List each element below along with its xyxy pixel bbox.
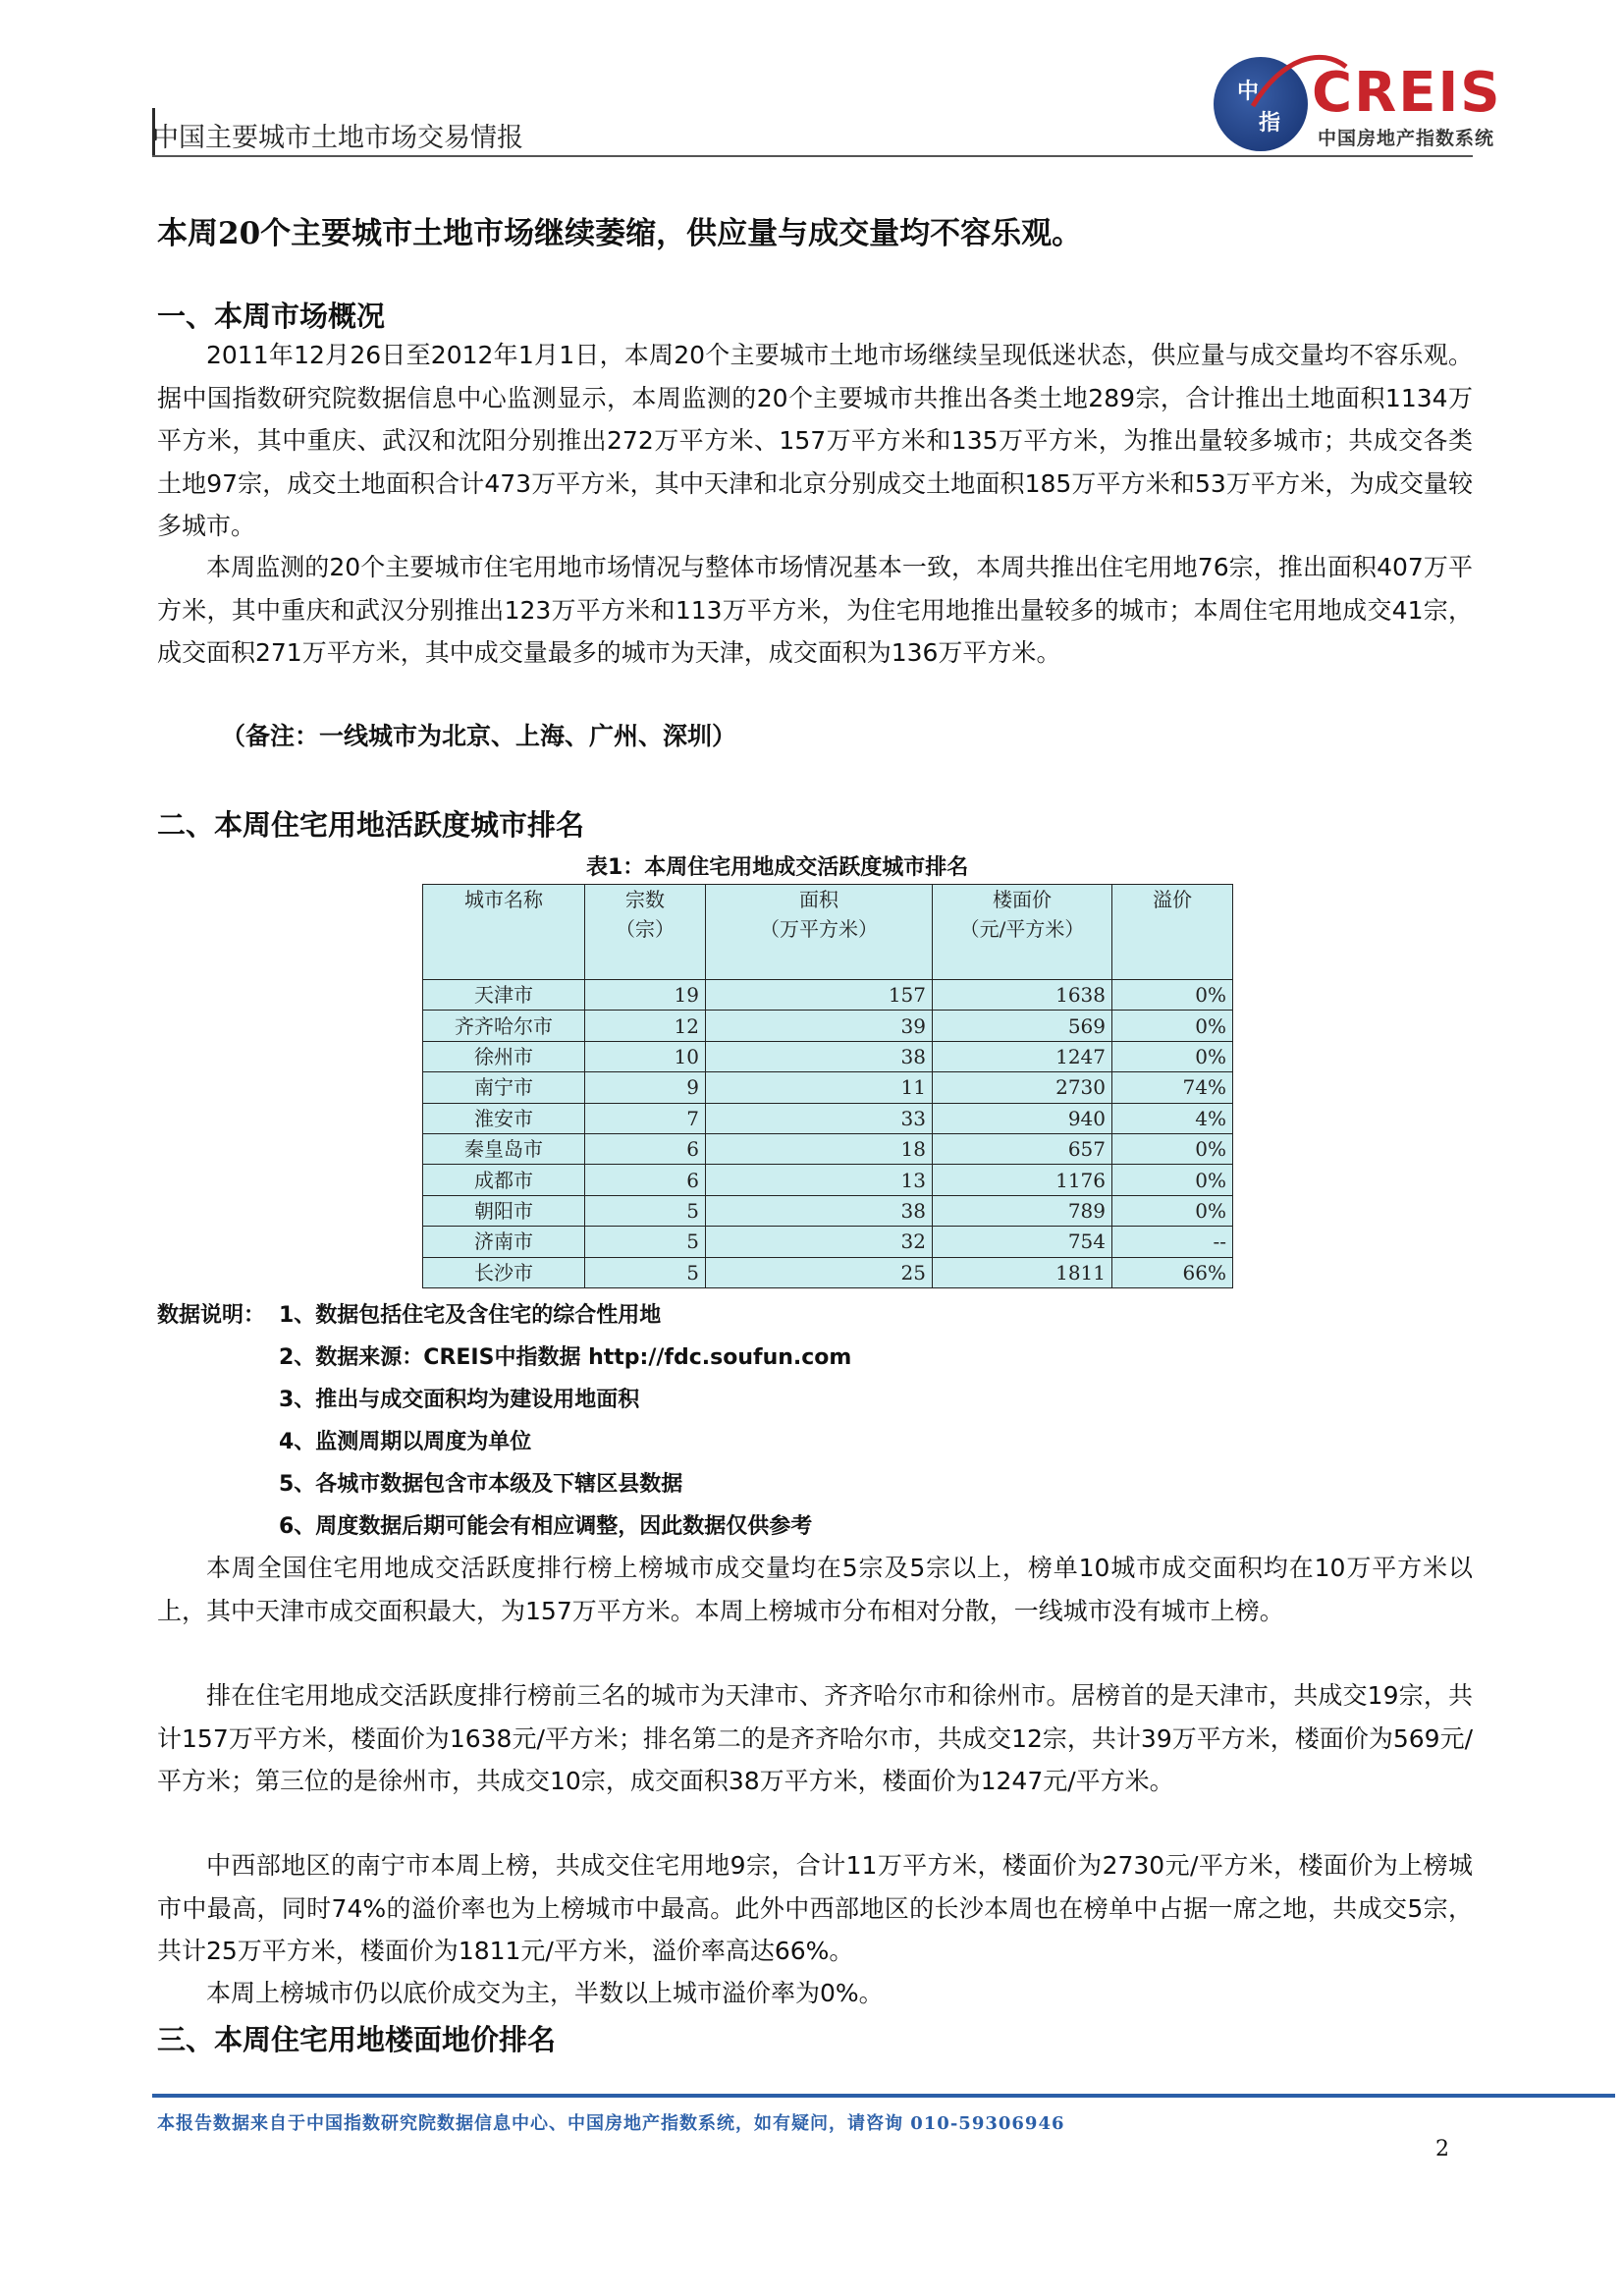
table-cell: 12: [585, 1011, 706, 1041]
data-note-item: 3、推出与成交面积均为建设用地面积: [279, 1388, 640, 1412]
table-row: [423, 1257, 1233, 1287]
table-cell: 朝阳市: [423, 1195, 585, 1226]
table-cell: 0%: [1112, 1133, 1233, 1164]
table-cell: 0%: [1112, 1165, 1233, 1195]
table-cell: 齐齐哈尔市: [423, 1011, 585, 1041]
table-cell: 南宁市: [423, 1072, 585, 1103]
table-header-cell: 城市名称: [423, 885, 585, 980]
table-cell: 7: [585, 1103, 706, 1133]
table-cell: 1638: [933, 980, 1112, 1011]
table-row: [423, 1072, 1233, 1103]
report-title: 中国主要城市土地市场交易情报: [152, 123, 523, 153]
table-cell: 18: [706, 1133, 933, 1164]
table-cell: 5: [585, 1195, 706, 1226]
table-row: [423, 1011, 1233, 1041]
section1-paragraph-2: 本周监测的20个主要城市住宅用地市场情况与整体市场情况基本一致，本周共推出住宅用地76宗，推出面积407万平方米，其中重庆和武汉分别推出123万平方米和113万平方米，为住宅用地推出量较多的城市；本周住宅用地成交41宗，成交面积271万平方米，其中成交量最多的城市为天津，成交面积为136万平方米。: [157, 553, 1473, 667]
table-cell: 0%: [1112, 1195, 1233, 1226]
table-cell: 9: [585, 1072, 706, 1103]
table-cell: 38: [706, 1195, 933, 1226]
data-notes-label: 数据说明：: [157, 1303, 266, 1328]
table-header-row: [423, 885, 1233, 980]
table-row: [423, 1227, 1233, 1257]
table-cell: 19: [585, 980, 706, 1011]
section2-paragraph-3: 中西部地区的南宁市本周上榜，共成交住宅用地9宗，合计11万平方米，楼面价为2730元/平方米，楼面价为上榜城市中最高，同时74%的溢价率也为上榜城市中最高。此外中西部地区的长沙本周也在榜单中占据一席之地，共成交5宗，共计25万平方米，楼面价为1811元/平方米，溢价率高达66%。: [157, 1851, 1473, 1965]
table-header-cell: 楼面价 （元/平方米）: [933, 885, 1112, 980]
table-cell: 74%: [1112, 1072, 1233, 1103]
table-header-cell: 溢价: [1112, 885, 1233, 980]
table-cell: 6: [585, 1165, 706, 1195]
section1-title: 一、本周市场概况: [157, 300, 386, 333]
table-row: [423, 980, 1233, 1011]
table-cell: 39: [706, 1011, 933, 1041]
table-header-cell: 宗数 （宗）: [585, 885, 706, 980]
table-caption: 表1：本周住宅用地成交活跃度城市排名: [586, 855, 969, 880]
table-cell: 789: [933, 1195, 1112, 1226]
table-cell: 38: [706, 1041, 933, 1071]
table-cell: 5: [585, 1227, 706, 1257]
section2-paragraph-4: 本周上榜城市仍以底价成交为主，半数以上城市溢价率为0%。: [206, 1979, 884, 2007]
data-note-item: 6、周度数据后期可能会有相应调整，因此数据仅供参考: [279, 1514, 813, 1539]
table-cell: 10: [585, 1041, 706, 1071]
table-cell: 11: [706, 1072, 933, 1103]
table-cell: 0%: [1112, 1011, 1233, 1041]
table-cell: 长沙市: [423, 1257, 585, 1287]
table-cell: 66%: [1112, 1257, 1233, 1287]
table-cell: 5: [585, 1257, 706, 1287]
section2-title: 二、本周住宅用地活跃度城市排名: [157, 808, 585, 842]
table-row: [423, 1195, 1233, 1226]
table-cell: 569: [933, 1011, 1112, 1041]
table-cell: 2730: [933, 1072, 1112, 1103]
table-cell: 天津市: [423, 980, 585, 1011]
table-cell: 32: [706, 1227, 933, 1257]
logo-subtitle: 中国房地产指数系统: [1318, 128, 1495, 149]
page-number: 2: [1435, 2137, 1449, 2161]
section2-paragraph-1: 本周全国住宅用地成交活跃度排行榜上榜城市成交量均在5宗及5宗以上，榜单10城市成交面积均在10万平方米以上，其中天津市成交面积最大，为157万平方米。本周上榜城市分布相对分散，一线城市没有城市上榜。: [157, 1554, 1473, 1625]
section1-paragraph-1: 2011年12月26日至2012年1月1日，本周20个主要城市土地市场继续呈现低迷状态，供应量与成交量均不容乐观。据中国指数研究院数据信息中心监测显示，本周监测的20个主要城市共推出各类土地289宗，合计推出土地面积1134万平方米，其中重庆、武汉和沈阳分别推出272万平方米、157万平方米和135万平方米，为推出量较多城市；共成交各类土地97宗，成交土地面积合计473万平方米，其中天津和北京分别成交土地面积185万平方米和53万平方米，为成交量较多城市。: [157, 341, 1473, 540]
logo-circle-bottom-char: 指: [1259, 111, 1281, 136]
creis-logo: [1214, 47, 1538, 155]
table-row: [423, 1041, 1233, 1071]
table-cell: 淮安市: [423, 1103, 585, 1133]
ranking-table: [422, 884, 1233, 1288]
table-cell: 济南市: [423, 1227, 585, 1257]
footer-divider: [152, 2094, 1615, 2098]
table-cell: 657: [933, 1133, 1112, 1164]
table-cell: 33: [706, 1103, 933, 1133]
table-cell: 940: [933, 1103, 1112, 1133]
table-cell: 157: [706, 980, 933, 1011]
table-cell: 1176: [933, 1165, 1112, 1195]
table-header-cell: 面积 （万平方米）: [706, 885, 933, 980]
data-note-item: 2、数据来源：CREIS中指数据 http://fdc.soufun.com: [279, 1345, 852, 1370]
table-row: [423, 1103, 1233, 1133]
data-note-item: 5、各城市数据包含市本级及下辖区县数据: [279, 1472, 683, 1497]
table-cell: 成都市: [423, 1165, 585, 1195]
table-cell: 25: [706, 1257, 933, 1287]
logo-circle-top-char: 中: [1237, 80, 1260, 104]
table-cell: 1247: [933, 1041, 1112, 1071]
section3-title: 三、本周住宅用地楼面地价排名: [157, 2023, 557, 2056]
section2-paragraph-2: 排在住宅用地成交活跃度排行榜前三名的城市为天津市、齐齐哈尔市和徐州市。居榜首的是天津市，共成交19宗，共计157万平方米，楼面价为1638元/平方米；排名第二的是齐齐哈尔市，共成交12宗，共计39万平方米，楼面价为569元/平方米；第三位的是徐州市，共成交10宗，成交面积38万平方米，楼面价为1247元/平方米。: [157, 1681, 1473, 1795]
table-cell: 13: [706, 1165, 933, 1195]
table-cell: 0%: [1112, 980, 1233, 1011]
footer-source-note: 本报告数据来自于中国指数研究院数据信息中心、中国房地产指数系统，如有疑问，请咨询 010-59306946: [157, 2113, 1065, 2134]
data-note-item: 1、数据包括住宅及含住宅的综合性用地: [279, 1303, 662, 1328]
table-cell: 徐州市: [423, 1041, 585, 1071]
table-cell: 1811: [933, 1257, 1112, 1287]
table-cell: 0%: [1112, 1041, 1233, 1071]
data-note-item: 4、监测周期以周度为单位: [279, 1430, 532, 1454]
table-cell: --: [1112, 1227, 1233, 1257]
logo-brand: CREIS: [1312, 61, 1502, 125]
table-cell: 4%: [1112, 1103, 1233, 1133]
header-divider: [152, 155, 1473, 157]
table-row: [423, 1133, 1233, 1164]
section1-note: （备注：一线城市为北京、上海、广州、深圳）: [221, 722, 737, 750]
table-cell: 秦皇岛市: [423, 1133, 585, 1164]
table-cell: 754: [933, 1227, 1112, 1257]
headline: 本周20个主要城市土地市场继续萎缩，供应量与成交量均不容乐观。: [157, 216, 1083, 251]
table-row: [423, 1165, 1233, 1195]
table-cell: 6: [585, 1133, 706, 1164]
